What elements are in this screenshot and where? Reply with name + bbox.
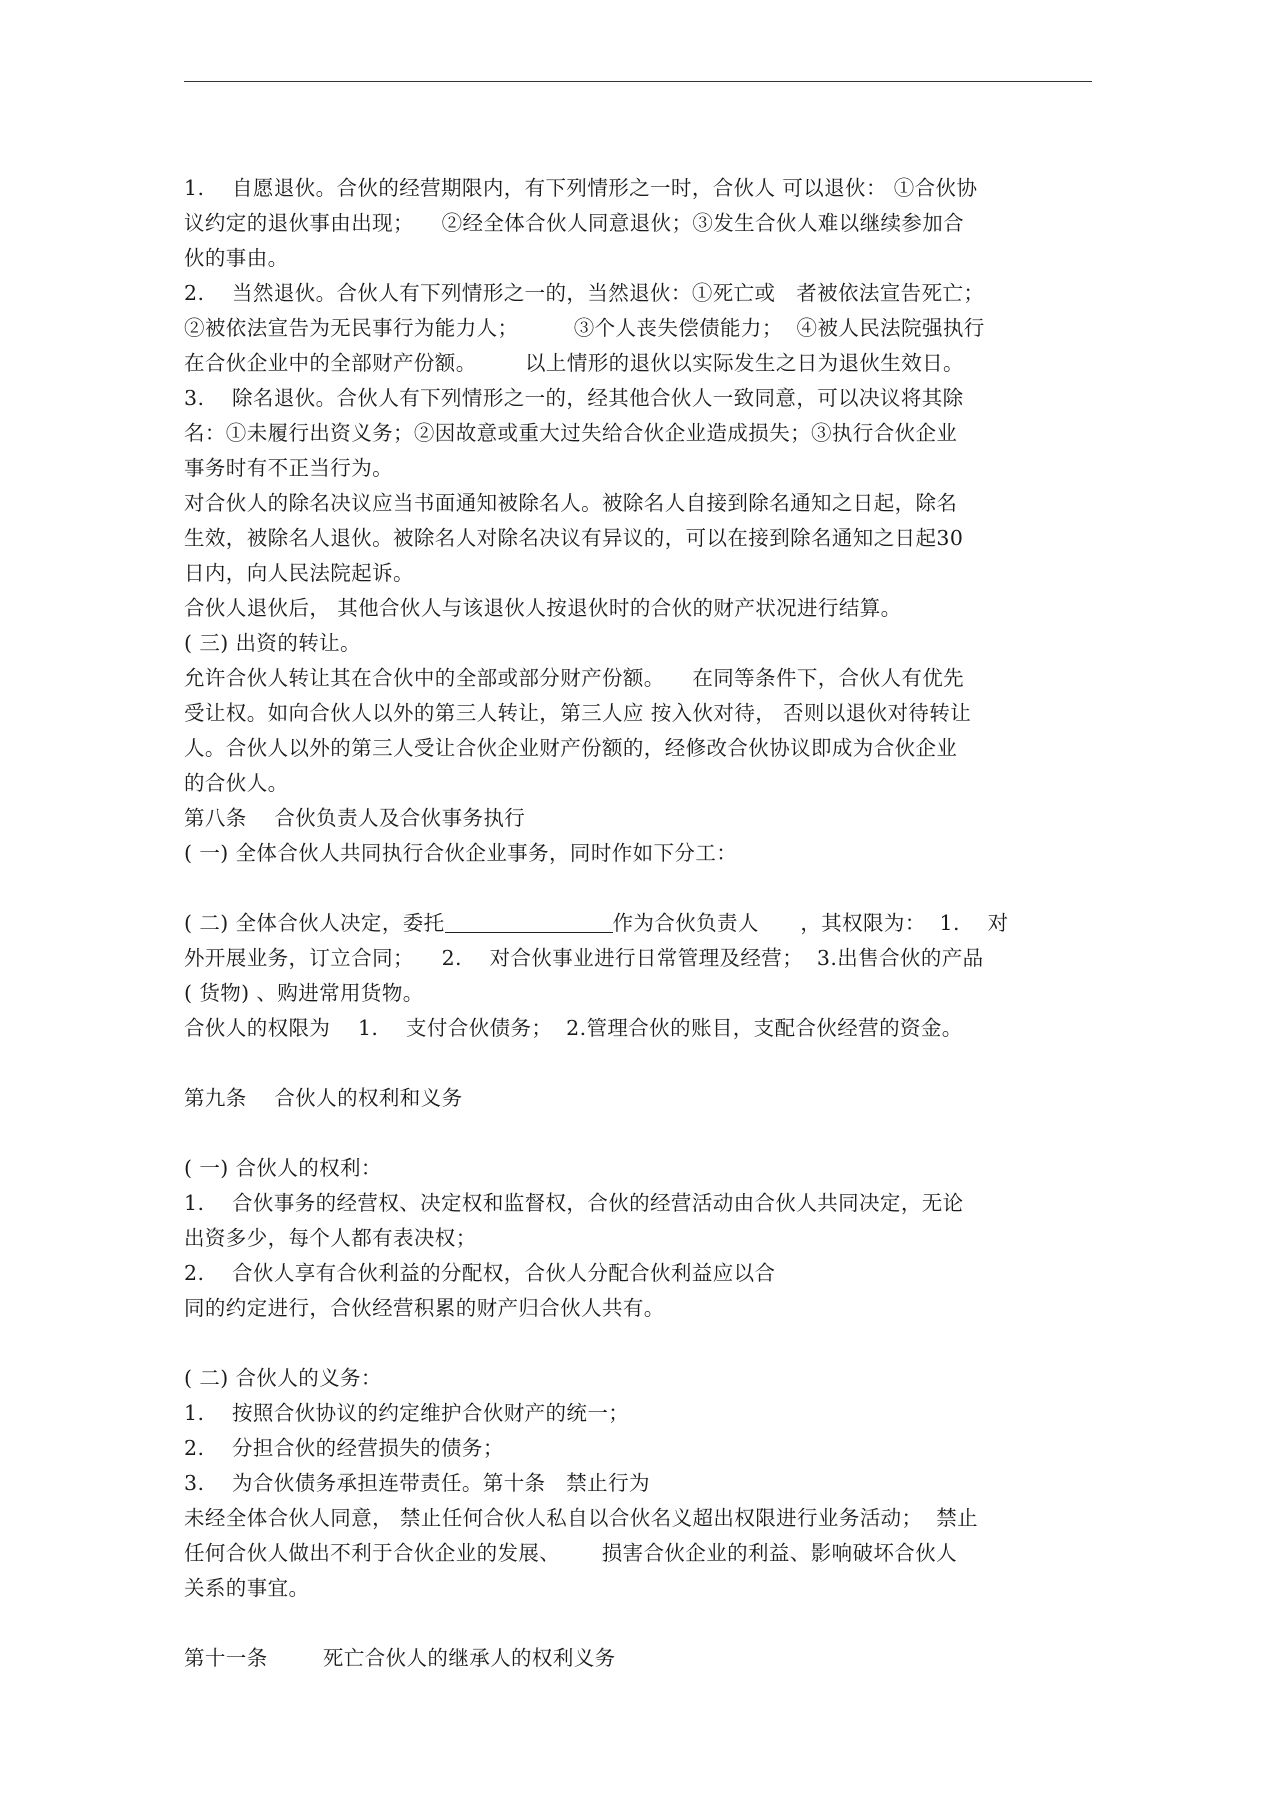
text-line: 3. 除名退伙。合伙人有下列情形之一的，经其他合伙人一致同意，可以决议将其除 xyxy=(184,386,964,410)
text-line: 日内，向人民法院起诉。 xyxy=(184,561,414,585)
text-line: 对合伙人的除名决议应当书面通知被除名人。被除名人自接到除名通知之日起，除名 xyxy=(184,491,958,515)
text-line: 合伙人的权限为 1. 支付合伙债务； 2.管理合伙的账目，支配合伙经营的资金。 xyxy=(184,1016,963,1040)
spacer xyxy=(184,1046,1104,1081)
text-line: 受让权。如向合伙人以外的第三人转让，第三人应 按入伙对待， 否则以退伙对待转让 xyxy=(184,701,972,725)
text-line: 1. 自愿退伙。合伙的经营期限内，有下列情形之一时，合伙人 可以退伙： ①合伙协 xyxy=(184,176,978,200)
duties-heading: ( 二) 合伙人的义务： xyxy=(184,1366,382,1390)
spacer xyxy=(184,1116,1104,1151)
entrust-line xyxy=(184,906,1104,941)
text-line: 出资多少，每个人都有表决权； xyxy=(184,1226,477,1250)
article-11-title: 第十一条 死亡合伙人的继承人的权利义务 xyxy=(184,1646,616,1670)
spacer xyxy=(184,1606,1104,1641)
text-line: 同的约定进行，合伙经营积累的财产归合伙人共有。 xyxy=(184,1296,665,1320)
article-9-title: 第九条 合伙人的权利和义务 xyxy=(184,1086,463,1110)
document-body xyxy=(184,171,1104,1676)
text-line: 任何合伙人做出不利于合伙企业的发展、 损害合伙企业的利益、影响破坏合伙人 xyxy=(184,1541,957,1565)
spacer xyxy=(184,871,1104,906)
text-line: ②被依法宣告为无民事行为能力人； ③个人丧失偿债能力； ④被人民法院强执行 xyxy=(184,316,985,340)
text-line: 3. 为合伙债务承担连带责任。第十条 禁止行为 xyxy=(184,1471,650,1495)
article-8-title: 第八条 合伙负责人及合伙事务执行 xyxy=(184,806,526,830)
entrust-blank xyxy=(445,910,613,933)
text-line: 1. 合伙事务的经营权、决定权和监督权，合伙的经营活动由合伙人共同决定，无论 xyxy=(184,1191,964,1215)
text-line: 2. 分担合伙的经营损失的债务； xyxy=(184,1436,504,1460)
text-line: 关系的事宜。 xyxy=(184,1576,310,1600)
spacer xyxy=(184,1326,1104,1361)
text-line: 名：①未履行出资义务；②因故意或重大过失给合伙企业造成损失；③执行合伙企业 xyxy=(184,421,958,445)
text-line: 允许合伙人转让其在合伙中的全部或部分财产份额。 在同等条件下，合伙人有优先 xyxy=(184,666,965,690)
text-line: 未经全体合伙人同意， 禁止任何合伙人私自以合伙名义超出权限进行业务活动； 禁止 xyxy=(184,1506,979,1530)
text-line: ( 三) 出资的转让。 xyxy=(184,631,361,655)
text-line: 外开展业务，订立合同； 2. 对合伙事业进行日常管理及经营； 3.出售合伙的产品 xyxy=(184,946,984,970)
text-line: 1. 按照合伙协议的约定维护合伙财产的统一； xyxy=(184,1401,630,1425)
text-line: ( 货物) 、购进常用货物。 xyxy=(184,981,424,1005)
text-line: 议约定的退伙事由出现； ②经全体合伙人同意退伙；③发生合伙人难以继续参加合 xyxy=(184,211,965,235)
text-line: 2. 当然退伙。合伙人有下列情形之一的，当然退伙：①死亡或 者被依法宣告死亡； xyxy=(184,281,985,305)
text-line: 事务时有不正当行为。 xyxy=(184,456,393,480)
entrust-line-start: ( 二) 全体合伙人决定，委托 xyxy=(184,911,445,935)
text-line: 人。合伙人以外的第三人受让合伙企业财产份额的，经修改合伙协议即成为合伙企业 xyxy=(184,736,958,760)
header-rule xyxy=(184,81,1092,82)
entrust-line-end: 作为合伙负责人 ，其权限为： 1. 对 xyxy=(612,911,1009,935)
text-line: 的合伙人。 xyxy=(184,771,289,795)
text-line: 生效，被除名人退伙。被除名人对除名决议有异议的，可以在接到除名通知之日起30 xyxy=(184,526,964,550)
text-line: 2. 合伙人享有合伙利益的分配权，合伙人分配合伙利益应以合 xyxy=(184,1261,776,1285)
text-line: ( 一) 全体合伙人共同执行合伙企业事务，同时作如下分工： xyxy=(184,841,738,865)
text-line: 合伙人退伙后， 其他合伙人与该退伙人按退伙时的合伙的财产状况进行结算。 xyxy=(184,596,902,620)
text-line: 伙的事由。 xyxy=(184,246,289,270)
rights-heading: ( 一) 合伙人的权利： xyxy=(184,1156,382,1180)
text-line: 在合伙企业中的全部财产份额。 以上情形的退伙以实际发生之日为退伙生效日。 xyxy=(184,351,964,375)
